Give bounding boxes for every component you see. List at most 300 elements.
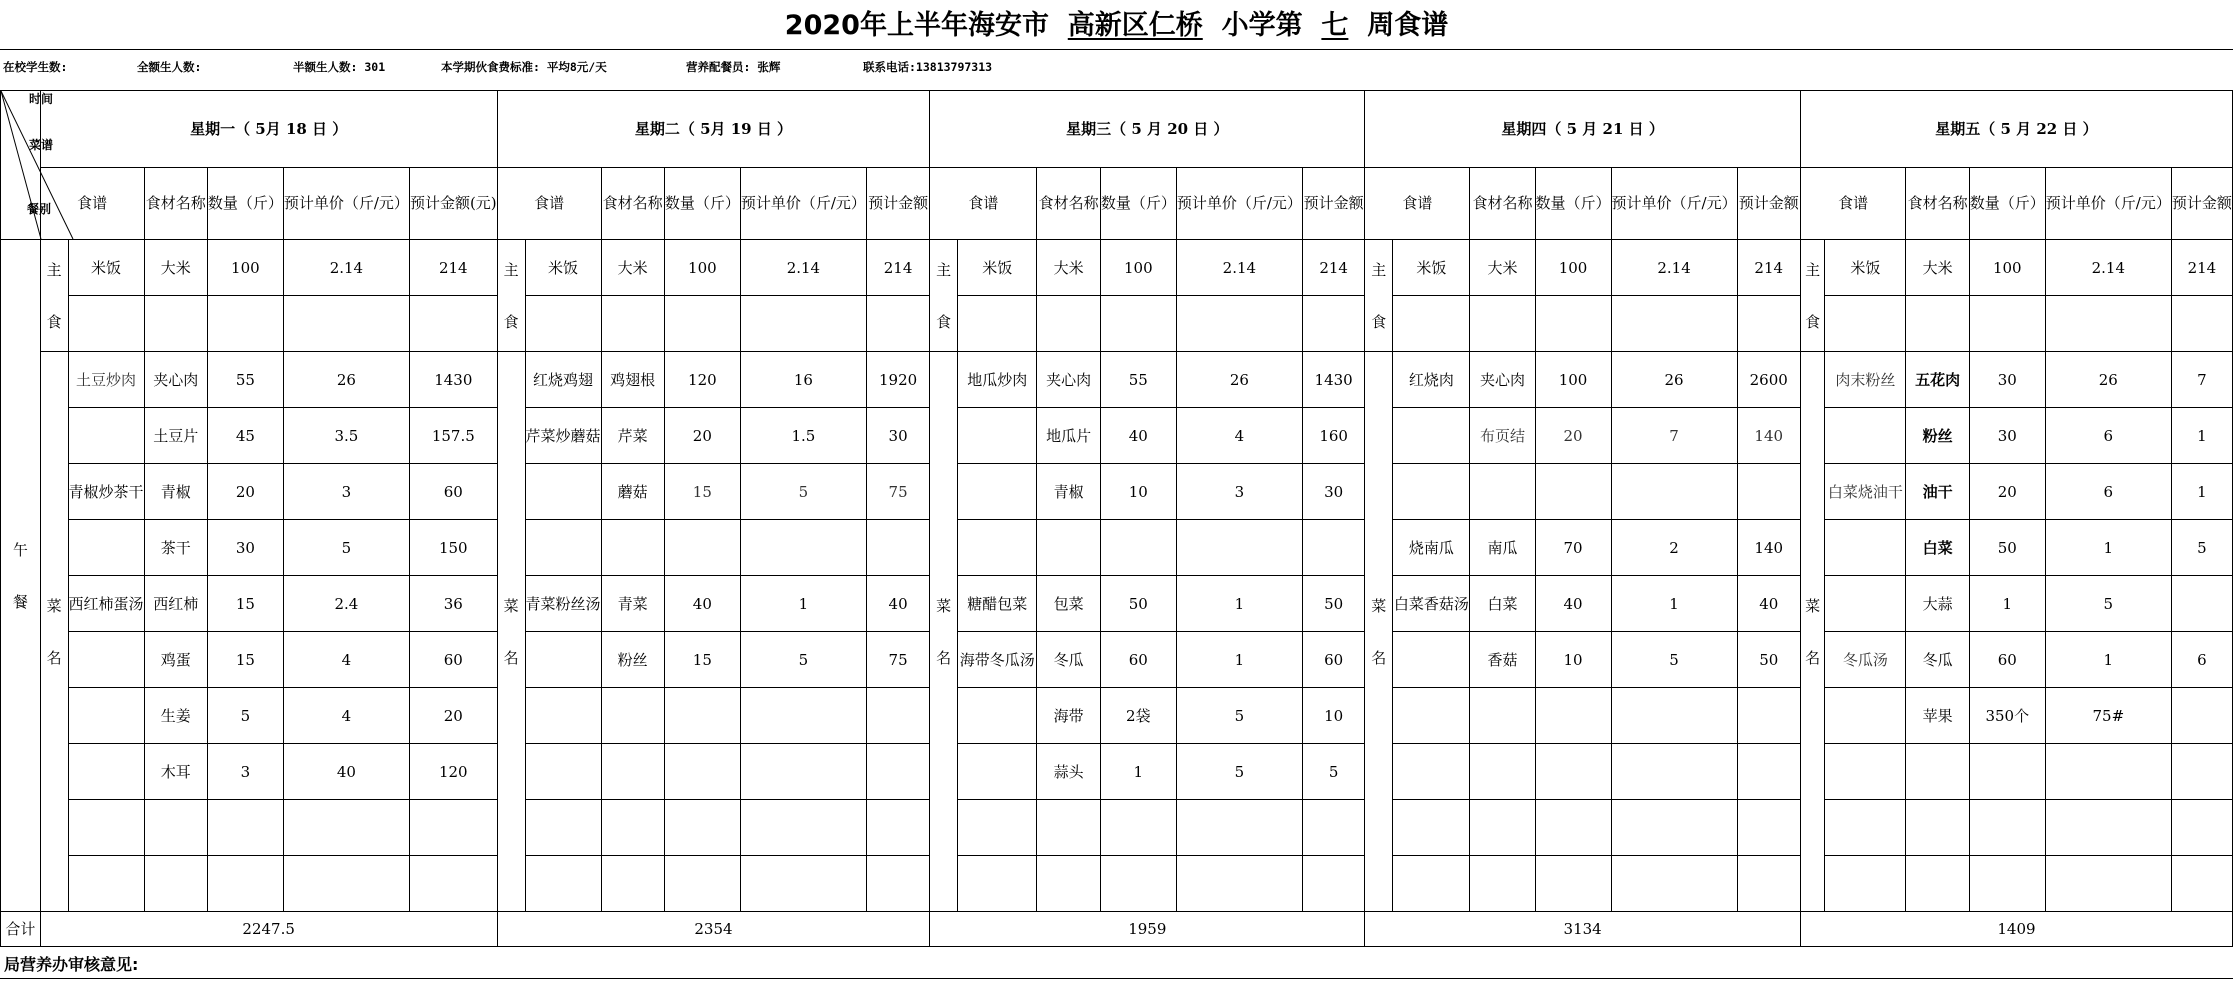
empty-cell — [207, 856, 283, 912]
dish-label-1: 菜 — [503, 596, 519, 615]
dish-label-1: 菜 — [936, 596, 952, 615]
title-week: 七 — [1321, 10, 1349, 41]
dish-recipe-fri: 肉末粉丝 — [1825, 352, 1906, 408]
staple-label-1: 主 — [1805, 260, 1821, 279]
dish-amount-thu: 140 — [1737, 408, 1800, 464]
dish-price-mon: 40 — [283, 744, 409, 800]
col-price-thu: 预计单价（斤/元） — [1611, 167, 1737, 240]
col-price-wed: 预计单价（斤/元） — [1176, 167, 1302, 240]
day-header-fri: 星期五（ 5 月 22 日 ） — [1800, 91, 2232, 168]
col-ingredient-tue: 食材名称 — [601, 167, 664, 240]
staple-ingredient-mon: 大米 — [144, 240, 207, 296]
empty-cell — [525, 856, 601, 912]
dish-qty-mon: 30 — [207, 520, 283, 576]
empty-cell — [144, 856, 207, 912]
table-row — [1, 800, 2233, 856]
empty-cell — [409, 856, 497, 912]
dish-amount-mon: 60 — [409, 464, 497, 520]
meal-lunch — [1, 240, 41, 912]
empty-cell — [958, 856, 1037, 912]
empty-cell — [1302, 296, 1364, 352]
staple-recipe-wed: 米饭 — [958, 240, 1037, 296]
table-row — [1, 240, 2233, 296]
empty-cell — [1906, 800, 1969, 856]
dish-qty-fri: 20 — [1969, 464, 2045, 520]
staple-ingredient-tue: 大米 — [601, 240, 664, 296]
dish-label-2: 名 — [1371, 648, 1387, 667]
title-middle: 小学第 — [1221, 10, 1303, 41]
empty-cell — [1393, 632, 1470, 688]
dish-price-wed: 1 — [1176, 576, 1302, 632]
col-ingredient-fri: 食材名称 — [1906, 167, 1969, 240]
dish-ingredient-fri: 冬瓜 — [1906, 632, 1969, 688]
empty-cell — [958, 520, 1037, 576]
empty-cell — [601, 688, 664, 744]
dish-ingredient-wed: 冬瓜 — [1037, 632, 1100, 688]
col-recipe-wed: 食谱 — [930, 167, 1037, 240]
dish-price-mon: 3 — [283, 464, 409, 520]
empty-cell — [740, 520, 866, 576]
empty-cell — [525, 800, 601, 856]
empty-cell — [601, 800, 664, 856]
staple-price-mon: 2.14 — [283, 240, 409, 296]
staple-amount-mon: 214 — [409, 240, 497, 296]
staple-ingredient-fri: 大米 — [1906, 240, 1969, 296]
dish-ingredient-wed: 青椒 — [1037, 464, 1100, 520]
dish-ingredient-mon: 茶干 — [144, 520, 207, 576]
dish-ingredient-tue: 芹菜 — [601, 408, 664, 464]
dish-ingredient-fri: 油干 — [1906, 464, 1969, 520]
empty-cell — [1737, 744, 1800, 800]
empty-cell — [1906, 856, 1969, 912]
empty-cell — [740, 744, 866, 800]
dish-label-2: 名 — [1805, 648, 1821, 667]
col-price-mon: 预计单价（斤/元） — [283, 167, 409, 240]
empty-cell — [68, 408, 144, 464]
staple-label-1: 主 — [46, 260, 62, 279]
dish-amount-fri: 1 — [2171, 408, 2232, 464]
dish-amount-mon: 157.5 — [409, 408, 497, 464]
table-row — [1, 464, 2233, 520]
dish-recipe-tue: 芹菜炒蘑菇 — [525, 408, 601, 464]
dish-qty-wed: 2袋 — [1100, 688, 1176, 744]
empty-cell — [283, 296, 409, 352]
col-amount-mon: 预计金额(元) — [409, 167, 497, 240]
dish-ingredient-fri: 大蒜 — [1906, 576, 1969, 632]
empty-cell — [1470, 296, 1535, 352]
empty-cell — [1393, 744, 1470, 800]
dish-label-tue — [497, 352, 525, 912]
empty-cell — [68, 744, 144, 800]
empty-cell — [664, 744, 740, 800]
col-amount-tue: 预计金额 — [866, 167, 929, 240]
table-row — [1, 912, 2233, 947]
dish-qty-mon: 15 — [207, 576, 283, 632]
dish-label-2: 名 — [936, 648, 952, 667]
col-qty-mon: 数量（斤） — [207, 167, 283, 240]
dish-price-fri: 6 — [2045, 464, 2171, 520]
empty-cell — [1037, 856, 1100, 912]
dish-qty-mon: 55 — [207, 352, 283, 408]
dish-ingredient-thu: 香菇 — [1470, 632, 1535, 688]
empty-cell — [866, 744, 929, 800]
dish-amount-mon: 60 — [409, 632, 497, 688]
dish-ingredient-thu: 布页结 — [1470, 408, 1535, 464]
corner-time: 时间 — [29, 92, 54, 106]
dish-price-fri: 1 — [2045, 520, 2171, 576]
staple-price-tue: 2.14 — [740, 240, 866, 296]
diagonal-lines — [1, 91, 73, 239]
staple-label-mon — [40, 240, 68, 352]
dish-ingredient-wed: 海带 — [1037, 688, 1100, 744]
corner-menu: 菜谱 — [29, 138, 54, 152]
empty-cell — [525, 744, 601, 800]
dish-price-tue: 5 — [740, 632, 866, 688]
dish-price-mon: 26 — [283, 352, 409, 408]
col-price-tue: 预计单价（斤/元） — [740, 167, 866, 240]
day-header-mon: 星期一（ 5月 18 日 ） — [40, 91, 497, 168]
dish-amount-fri: 1 — [2171, 464, 2232, 520]
staple-recipe-fri: 米饭 — [1825, 240, 1906, 296]
dish-price-mon: 4 — [283, 688, 409, 744]
corner-meal: 餐别 — [27, 202, 52, 216]
empty-cell — [1737, 464, 1800, 520]
empty-cell — [740, 688, 866, 744]
total-tue: 2354 — [497, 912, 930, 947]
dish-qty-fri: 1 — [1969, 576, 2045, 632]
dish-price-fri: 1 — [2045, 632, 2171, 688]
staple-amount-fri: 214 — [2171, 240, 2232, 296]
dish-qty-wed: 50 — [1100, 576, 1176, 632]
empty-cell — [525, 464, 601, 520]
dish-price-tue: 1 — [740, 576, 866, 632]
dish-ingredient-wed: 蒜头 — [1037, 744, 1100, 800]
dish-amount-fri: 7 — [2171, 352, 2232, 408]
staple-label-fri — [1800, 240, 1824, 352]
dish-qty-wed: 40 — [1100, 408, 1176, 464]
dish-amount-wed: 5 — [1302, 744, 1364, 800]
staple-ingredient-thu: 大米 — [1470, 240, 1535, 296]
empty-cell — [1969, 296, 2045, 352]
empty-cell — [2171, 576, 2232, 632]
dish-label-mon — [40, 352, 68, 912]
empty-cell — [283, 856, 409, 912]
total-label: 合计 — [1, 912, 41, 947]
col-qty-fri: 数量（斤） — [1969, 167, 2045, 240]
corner-header — [1, 91, 54, 240]
empty-cell — [68, 296, 144, 352]
empty-cell — [958, 464, 1037, 520]
dish-recipe-thu: 白菜香菇汤 — [1393, 576, 1470, 632]
empty-cell — [2045, 800, 2171, 856]
empty-cell — [525, 632, 601, 688]
empty-cell — [2171, 688, 2232, 744]
dish-ingredient-thu: 夹心肉 — [1470, 352, 1535, 408]
table-row — [1, 688, 2233, 744]
dish-amount-wed: 1430 — [1302, 352, 1364, 408]
dish-qty-thu: 10 — [1535, 632, 1611, 688]
staple-price-thu: 2.14 — [1611, 240, 1737, 296]
dish-qty-fri: 50 — [1969, 520, 2045, 576]
dish-price-wed: 5 — [1176, 688, 1302, 744]
empty-cell — [1176, 800, 1302, 856]
empty-cell — [1825, 800, 1906, 856]
dish-recipe-thu: 烧南瓜 — [1393, 520, 1470, 576]
dish-price-wed: 3 — [1176, 464, 1302, 520]
empty-cell — [409, 800, 497, 856]
col-recipe-fri: 食谱 — [1800, 167, 1906, 240]
dish-price-tue: 16 — [740, 352, 866, 408]
col-qty-wed: 数量（斤） — [1100, 167, 1176, 240]
empty-cell — [409, 296, 497, 352]
empty-cell — [2045, 744, 2171, 800]
dish-amount-wed: 30 — [1302, 464, 1364, 520]
empty-cell — [525, 520, 601, 576]
col-price-fri: 预计单价（斤/元） — [2045, 167, 2171, 240]
staple-recipe-thu: 米饭 — [1393, 240, 1470, 296]
total-wed: 1959 — [930, 912, 1365, 947]
dish-amount-mon: 150 — [409, 520, 497, 576]
staple-label-thu — [1365, 240, 1393, 352]
dish-ingredient-mon: 夹心肉 — [144, 352, 207, 408]
dish-label-2: 名 — [46, 648, 62, 667]
empty-cell — [1393, 856, 1470, 912]
menu-table — [0, 90, 2233, 947]
dish-ingredient-fri: 粉丝 — [1906, 408, 1969, 464]
empty-cell — [601, 296, 664, 352]
dish-ingredient-fri: 苹果 — [1906, 688, 1969, 744]
dish-price-wed: 26 — [1176, 352, 1302, 408]
empty-cell — [1969, 744, 2045, 800]
table-row — [1, 91, 2233, 168]
dish-recipe-fri: 冬瓜汤 — [1825, 632, 1906, 688]
dish-amount-tue: 75 — [866, 632, 929, 688]
dish-amount-thu: 50 — [1737, 632, 1800, 688]
dish-ingredient-tue: 鸡翅根 — [601, 352, 664, 408]
empty-cell — [1825, 744, 1906, 800]
dish-amount-thu: 140 — [1737, 520, 1800, 576]
dish-label-wed — [930, 352, 958, 912]
info-students: 在校学生数: — [3, 60, 68, 74]
info-free-half: 半额生人数: 301 — [293, 60, 386, 74]
table-row — [1, 520, 2233, 576]
empty-cell — [601, 744, 664, 800]
empty-cell — [68, 688, 144, 744]
dish-label-1: 菜 — [1805, 596, 1821, 615]
empty-cell — [2171, 800, 2232, 856]
dish-amount-mon: 36 — [409, 576, 497, 632]
empty-cell — [525, 688, 601, 744]
dish-ingredient-mon: 生姜 — [144, 688, 207, 744]
empty-cell — [68, 520, 144, 576]
col-qty-tue: 数量（斤） — [664, 167, 740, 240]
dish-ingredient-tue: 青菜 — [601, 576, 664, 632]
empty-cell — [1535, 296, 1611, 352]
empty-cell — [866, 520, 929, 576]
dish-price-mon: 5 — [283, 520, 409, 576]
dish-price-wed: 1 — [1176, 632, 1302, 688]
dish-amount-tue: 30 — [866, 408, 929, 464]
dish-recipe-thu: 红烧肉 — [1393, 352, 1470, 408]
dish-price-wed: 4 — [1176, 408, 1302, 464]
table-row — [1, 352, 2233, 408]
empty-cell — [1176, 296, 1302, 352]
empty-cell — [664, 800, 740, 856]
dish-ingredient-mon: 土豆片 — [144, 408, 207, 464]
staple-recipe-mon: 米饭 — [68, 240, 144, 296]
empty-cell — [1037, 296, 1100, 352]
empty-cell — [1393, 688, 1470, 744]
title-suffix: 周食谱 — [1367, 10, 1449, 41]
dish-amount-tue: 75 — [866, 464, 929, 520]
empty-cell — [1611, 296, 1737, 352]
dish-qty-mon: 20 — [207, 464, 283, 520]
dish-qty-wed: 55 — [1100, 352, 1176, 408]
empty-cell — [740, 296, 866, 352]
title-district: 高新区仁桥 — [1067, 10, 1203, 41]
staple-qty-fri: 100 — [1969, 240, 2045, 296]
empty-cell — [1100, 520, 1176, 576]
dish-label-1: 菜 — [1371, 596, 1387, 615]
dish-qty-thu: 40 — [1535, 576, 1611, 632]
dish-recipe-wed: 糖醋包菜 — [958, 576, 1037, 632]
col-amount-thu: 预计金额 — [1737, 167, 1800, 240]
staple-qty-thu: 100 — [1535, 240, 1611, 296]
dish-amount-fri: 5 — [2171, 520, 2232, 576]
col-recipe-tue: 食谱 — [497, 167, 601, 240]
empty-cell — [1737, 688, 1800, 744]
dish-price-thu: 5 — [1611, 632, 1737, 688]
empty-cell — [601, 856, 664, 912]
dish-price-fri: 5 — [2045, 576, 2171, 632]
dish-amount-tue: 40 — [866, 576, 929, 632]
dish-ingredient-wed: 夹心肉 — [1037, 352, 1100, 408]
dish-price-thu: 7 — [1611, 408, 1737, 464]
empty-cell — [1737, 856, 1800, 912]
empty-cell — [1825, 688, 1906, 744]
table-row — [1, 296, 2233, 352]
empty-cell — [1906, 744, 1969, 800]
dish-qty-wed: 1 — [1100, 744, 1176, 800]
meal-lunch-1: 午 — [12, 540, 28, 559]
empty-cell — [1470, 464, 1535, 520]
dish-recipe-tue: 红烧鸡翅 — [525, 352, 601, 408]
empty-cell — [1100, 800, 1176, 856]
empty-cell — [1470, 856, 1535, 912]
empty-cell — [958, 744, 1037, 800]
dish-qty-fri: 60 — [1969, 632, 2045, 688]
staple-qty-wed: 100 — [1100, 240, 1176, 296]
empty-cell — [1611, 464, 1737, 520]
staple-amount-tue: 214 — [866, 240, 929, 296]
empty-cell — [1825, 856, 1906, 912]
dish-price-mon: 2.4 — [283, 576, 409, 632]
total-thu: 3134 — [1365, 912, 1801, 947]
staple-recipe-tue: 米饭 — [525, 240, 601, 296]
empty-cell — [866, 856, 929, 912]
empty-cell — [1393, 464, 1470, 520]
empty-cell — [1393, 800, 1470, 856]
col-recipe-thu: 食谱 — [1365, 167, 1470, 240]
dish-ingredient-mon: 青椒 — [144, 464, 207, 520]
empty-cell — [144, 296, 207, 352]
dish-recipe-fri: 白菜烧油干 — [1825, 464, 1906, 520]
empty-cell — [1302, 520, 1364, 576]
dish-qty-mon: 3 — [207, 744, 283, 800]
dish-qty-fri: 30 — [1969, 352, 2045, 408]
dish-ingredient-mon: 西红柿 — [144, 576, 207, 632]
empty-cell — [1393, 408, 1470, 464]
empty-cell — [2171, 856, 2232, 912]
empty-cell — [1535, 688, 1611, 744]
dish-amount-wed: 10 — [1302, 688, 1364, 744]
dish-price-fri: 75# — [2045, 688, 2171, 744]
info-nutritionist: 营养配餐员: 张辉 — [686, 60, 781, 74]
empty-cell — [664, 296, 740, 352]
staple-price-wed: 2.14 — [1176, 240, 1302, 296]
staple-label-wed — [930, 240, 958, 352]
empty-cell — [1100, 296, 1176, 352]
col-qty-thu: 数量（斤） — [1535, 167, 1611, 240]
dish-qty-wed: 10 — [1100, 464, 1176, 520]
dish-qty-mon: 15 — [207, 632, 283, 688]
empty-cell — [2045, 296, 2171, 352]
staple-label-2: 食 — [1371, 312, 1387, 331]
total-mon: 2247.5 — [40, 912, 497, 947]
dish-qty-fri: 350个 — [1969, 688, 2045, 744]
empty-cell — [1535, 856, 1611, 912]
empty-cell — [1037, 520, 1100, 576]
meal-lunch-2: 餐 — [12, 592, 28, 611]
dish-price-fri: 26 — [2045, 352, 2171, 408]
dish-qty-tue: 40 — [664, 576, 740, 632]
info-standard: 本学期伙食费标准: 平均8元/天 — [441, 60, 607, 74]
dish-price-fri: 6 — [2045, 408, 2171, 464]
empty-cell — [958, 688, 1037, 744]
col-recipe-mon: 食谱 — [40, 167, 144, 240]
table-row — [1, 576, 2233, 632]
staple-label-1: 主 — [936, 260, 952, 279]
empty-cell — [1535, 744, 1611, 800]
day-header-tue: 星期二（ 5月 19 日 ） — [497, 91, 930, 168]
review-opinion-label: 局营养办审核意见: — [4, 955, 139, 974]
dish-amount-wed: 60 — [1302, 632, 1364, 688]
empty-cell — [1470, 744, 1535, 800]
empty-cell — [866, 296, 929, 352]
dish-label-2: 名 — [503, 648, 519, 667]
empty-cell — [866, 800, 929, 856]
staple-label-2: 食 — [503, 312, 519, 331]
staple-amount-thu: 214 — [1737, 240, 1800, 296]
dish-price-wed: 5 — [1176, 744, 1302, 800]
empty-cell — [1302, 856, 1364, 912]
dish-label-1: 菜 — [46, 596, 62, 615]
dish-price-mon: 3.5 — [283, 408, 409, 464]
empty-cell — [1611, 800, 1737, 856]
dish-amount-thu: 40 — [1737, 576, 1800, 632]
dish-ingredient-mon: 木耳 — [144, 744, 207, 800]
dish-label-thu — [1365, 352, 1393, 912]
staple-label-2: 食 — [936, 312, 952, 331]
empty-cell — [1611, 856, 1737, 912]
empty-cell — [866, 688, 929, 744]
empty-cell — [664, 688, 740, 744]
empty-cell — [207, 800, 283, 856]
staple-label-1: 主 — [503, 260, 519, 279]
empty-cell — [1176, 856, 1302, 912]
dish-qty-mon: 5 — [207, 688, 283, 744]
info-phone: 联系电话:13813797313 — [863, 60, 993, 74]
